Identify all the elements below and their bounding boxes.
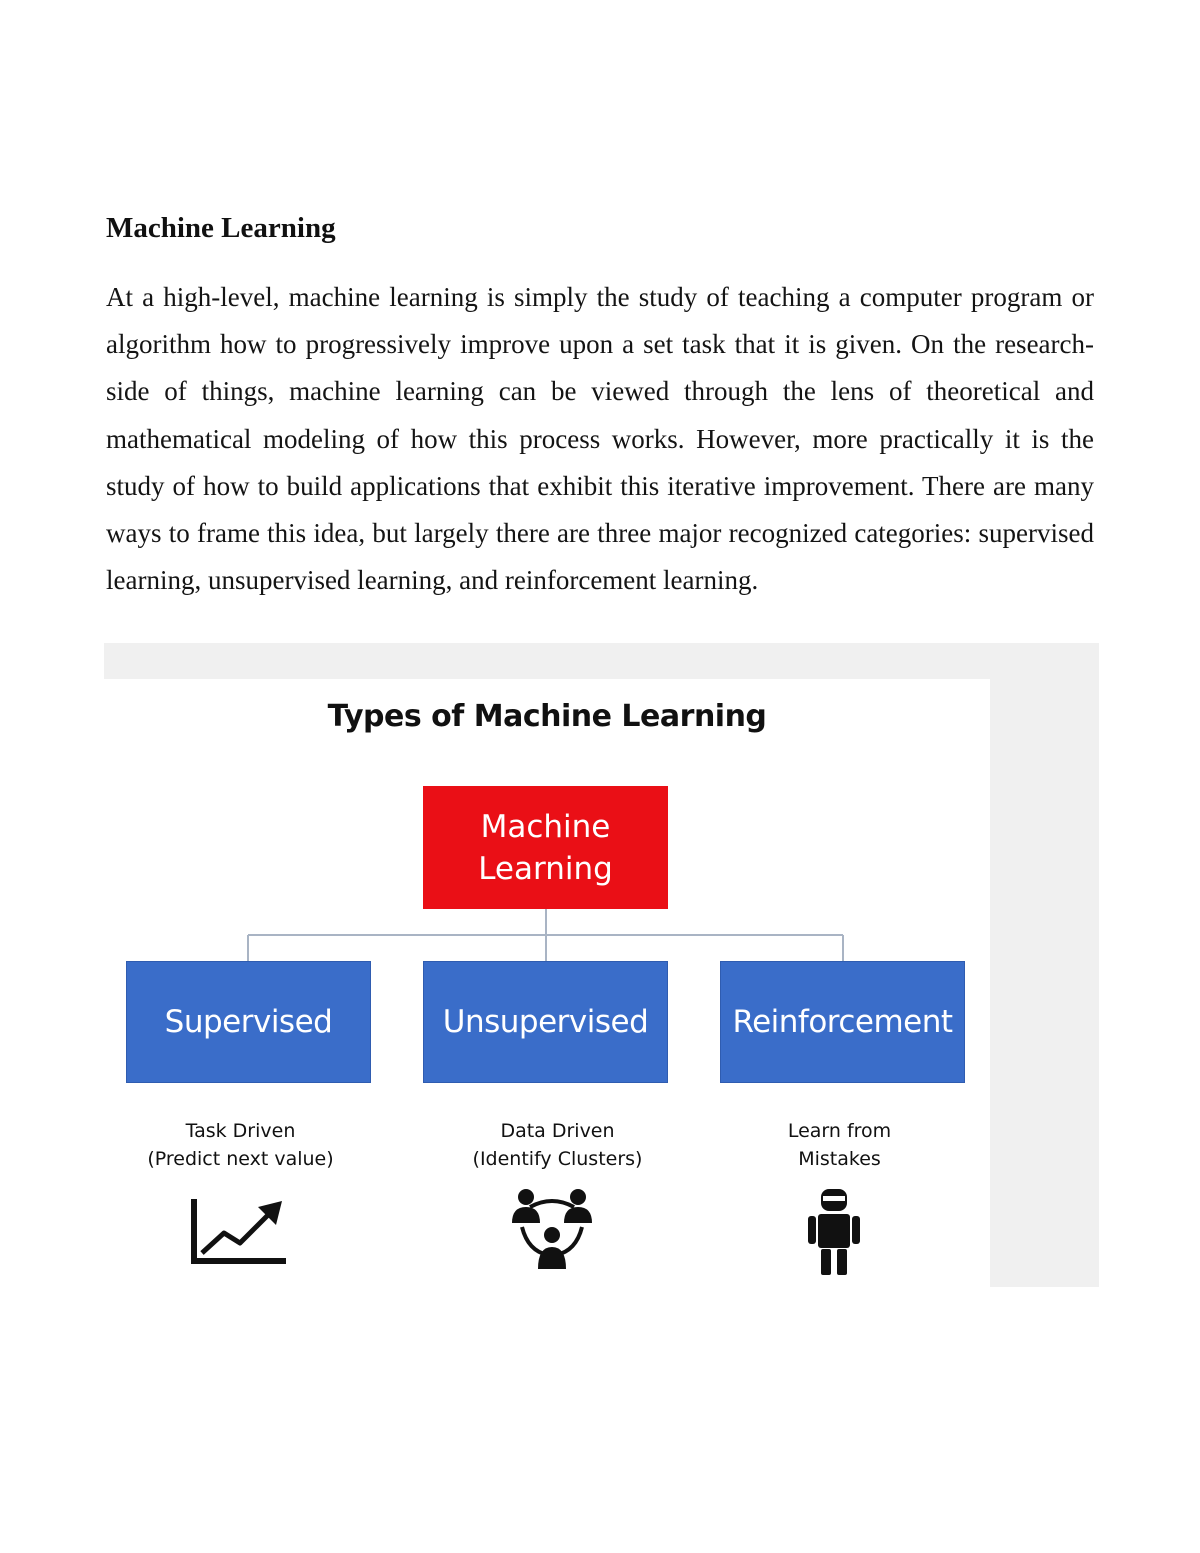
desc-reinforcement-line1: Learn from: [787, 1120, 892, 1142]
root-node-machine-learning: [423, 786, 668, 909]
desc-unsupervised: [435, 1117, 680, 1173]
ml-types-diagram: [104, 679, 990, 1287]
figure-frame: [104, 643, 1099, 1287]
branch-supervised: Supervised: [126, 961, 371, 1083]
people-cluster-icon: [508, 1185, 596, 1271]
page-heading: Machine Learning: [106, 212, 336, 244]
desc-reinforcement-line2: Mistakes: [798, 1148, 881, 1170]
branch-reinforcement: Reinforcement: [720, 961, 965, 1083]
desc-unsupervised-line2: (Identify Clusters): [472, 1148, 643, 1170]
desc-supervised: [118, 1117, 363, 1173]
desc-reinforcement: [717, 1117, 962, 1173]
robot-icon: [806, 1187, 862, 1277]
desc-unsupervised-line1: Data Driven: [500, 1120, 615, 1142]
root-node-line2: Learning: [478, 850, 613, 887]
root-node-line1: Machine: [480, 808, 611, 845]
trend-chart-icon: [188, 1197, 290, 1267]
diagram-title: Types of Machine Learning: [327, 699, 767, 734]
branch-unsupervised: Unsupervised: [423, 961, 668, 1083]
desc-supervised-line2: (Predict next value): [147, 1148, 334, 1170]
desc-supervised-line1: Task Driven: [185, 1120, 296, 1142]
body-paragraph: At a high-level, machine learning is simply the study of teaching a computer program or algorithm how to progressively improve upon a set task that it is given. On the research-side of things, machine learning can be viewed through the lens of theoretical and mathematical modeling of how this process works. However, more practically it is the study of how to build applications that exhibit this iterative improvement. There are many ways to frame this idea, but largely there are three major recognized categories: supervised learning, unsupervised learning, and reinforcement learning.: [106, 282, 1094, 596]
